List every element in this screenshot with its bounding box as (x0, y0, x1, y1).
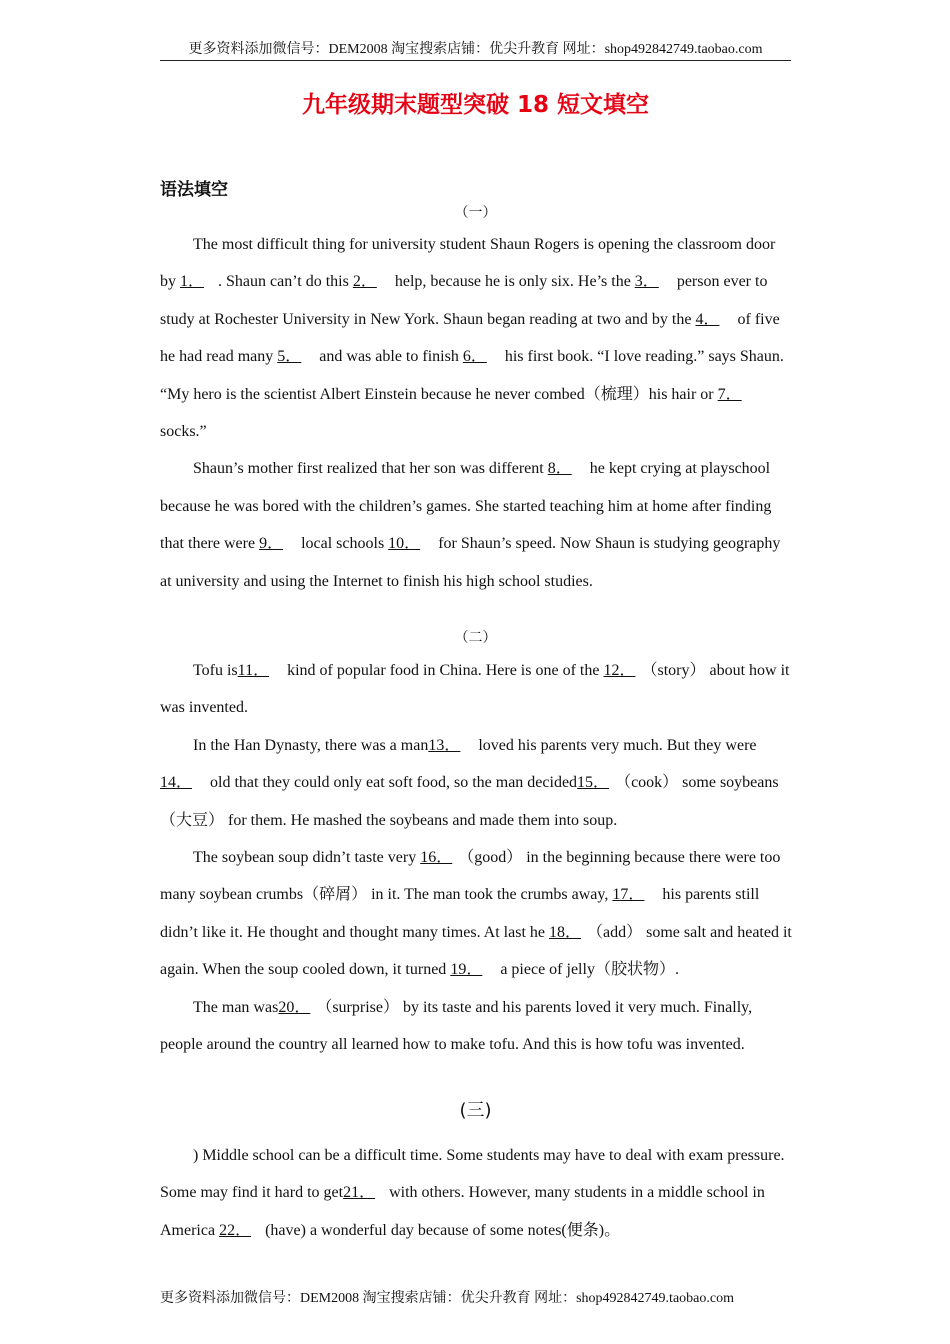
passage-text: （surprise） by its taste and his parents loved it very much. Finally, people around the country all learned how to make tofu. And this is how tofu was invented. (160, 998, 753, 1054)
passage-text: Tofu is (193, 662, 238, 679)
passage-text: person ever to study at Rochester University in New York. Shaun began reading at two and by the (160, 273, 768, 328)
part-label-1: （一） (454, 206, 497, 221)
passage-paragraph (160, 839, 792, 989)
passage-text: （good） in the beginning because there were too many soybean crumbs（碎屑） in it. The man took the crumbs away, (160, 849, 781, 904)
passage-text: . Shaun can’t do this (218, 273, 353, 291)
passage-paragraph (160, 652, 792, 727)
part-label-3: (三) (459, 1100, 492, 1121)
passage-paragraph (160, 226, 792, 450)
passage-text: he kept crying at playschool because he was bored with the children’s games. She started teaching him at home after finding that there were (160, 460, 772, 553)
passage-text: with others. However, many students in a middle school in America (160, 1184, 765, 1239)
blank-number: 18． (549, 923, 582, 941)
passage-text: for Shaun’s speed. Now Shaun is studying geography at university and using the Internet to finish his high school studies. (160, 535, 781, 590)
page-header: 更多资料添加微信号：DEM2008 淘宝搜索店铺：优尖升教育 网址：shop492842749.taobao.com (160, 38, 791, 61)
passage-text: a piece of jelly（胶状物）. (496, 961, 679, 979)
passage-paragraph (160, 1137, 792, 1249)
passage-text: his first book. “I love reading.” says Shaun. “My hero is the scientist Albert Einstein because he never combed（梳理）his hair or (160, 348, 784, 403)
blank-number: 17． (612, 886, 645, 904)
passage-text: of five he had read many (160, 310, 780, 366)
passage-text: （add） some salt and heated it again. When the soup cooled down, it turned (160, 923, 792, 979)
blank-number: 20． (278, 998, 311, 1016)
blank-number: 13． (428, 736, 461, 754)
blank-number: 2． (352, 273, 377, 291)
blank-number: 6． (462, 348, 487, 366)
blank-number: 3． (634, 273, 659, 291)
passage-text: socks.” (160, 423, 207, 441)
page-footer: 更多资料添加微信号：DEM2008 淘宝搜索店铺：优尖升教育 网址：shop492842749.taobao.com (160, 1291, 734, 1306)
passage-text: local schools (297, 535, 389, 553)
blank-number: 21． (343, 1184, 376, 1202)
blank-number: 22． (219, 1221, 252, 1239)
passage-text: The soybean soup didn’t taste very (193, 849, 421, 867)
blank-number: 9． (259, 535, 284, 553)
passage-text: Shaun’s mother first realized that her son was different (193, 460, 548, 478)
passage-text: （story） about how it was invented. (160, 662, 790, 717)
blank-number: 12． (603, 662, 636, 679)
section-title: 语法填空 (160, 180, 228, 200)
passage-3 (160, 1137, 792, 1249)
blank-number: 5． (277, 348, 302, 366)
passage-text: help, because he is only six. He’s the (390, 273, 635, 291)
blank-number: 11． (237, 662, 270, 679)
passage-text: ) Middle school can be a difficult time. Some students may have to deal with exam pressure. Some may find it hard to get (160, 1147, 785, 1202)
blank-number: 10． (388, 535, 421, 553)
passage-text: and was able to finish (315, 348, 463, 366)
passage-text: The man was (193, 998, 279, 1016)
passage-text: The most difficult thing for university student Shaun Rogers is opening the classroom door by (160, 236, 776, 291)
passage-text: kind of popular food in China. Here is one of the (283, 662, 604, 679)
passage-text: （cook） some soybeans（大豆） for them. He mashed the soybeans and made them into soup. (160, 774, 779, 829)
passage-2 (160, 652, 792, 1063)
passage-text: (have) a wonderful day because of some notes(便条)。 (265, 1221, 621, 1239)
passage-text: old that they could only eat soft food, so the man decided (206, 774, 578, 792)
page-title: 九年级期末题型突破 18 短文填空 (301, 92, 650, 118)
passage-text: his parents still didn’t like it. He thought and thought many times. At last he (160, 886, 760, 941)
blank-number: 15． (577, 774, 610, 792)
passage-1 (160, 226, 792, 600)
blank-number: 4． (695, 310, 720, 328)
blank-number: 1． (180, 273, 205, 291)
blank-number: 7． (717, 385, 742, 403)
blank-number: 19． (450, 961, 483, 979)
passage-paragraph (160, 989, 792, 1064)
passage-text: loved his parents very much. But they were (474, 736, 757, 754)
blank-number: 14． (160, 774, 193, 792)
blank-number: 16． (420, 849, 453, 867)
passage-paragraph (160, 450, 792, 600)
passage-text: In the Han Dynasty, there was a man (193, 736, 429, 754)
passage-paragraph (160, 727, 792, 839)
part-label-2: （二） (454, 631, 497, 646)
blank-number: 8． (547, 460, 572, 478)
